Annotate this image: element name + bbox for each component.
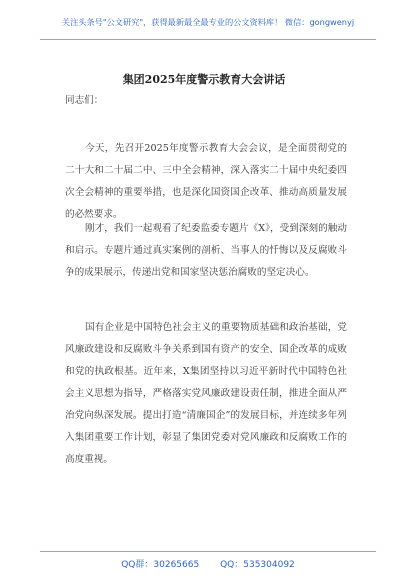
footer-qq: QQ：535304092 (220, 560, 295, 570)
footer (40, 557, 376, 570)
paragraph-1: 今天，先召开2025年度警示教育大会会议，是全面贯彻党的二十大和二十届二中、三中全会精神，深入落实二十届中央纪委四次全会精神的重要举措，也是深化国资国企改革、推动高质量发展的必然要求。 (65, 143, 347, 220)
footer-divider (40, 551, 376, 552)
header-divider (40, 39, 376, 40)
salutation: 同志们： (65, 95, 104, 106)
header-banner: 关注头条号"公文研究"，获得最新最全最专业的公文资料库！ 微信：gongwenyj (61, 17, 355, 27)
footer-qq-group: QQ群：30265665 (121, 560, 200, 570)
document-title: 集团2025年度警示教育大会讲话 (122, 73, 286, 86)
paragraph-2: 刚才，我们一起观看了纪委监委专题片《X》，受到深刻的触动和启示。专题片通过真实案例的剖析、当事人的忏悔以及反腐败斗争的成果展示，传递出党和国家坚决惩治腐败的坚定决心。 (65, 223, 347, 278)
paragraph-3: 国有企业是中国特色社会主义的重要物质基础和政治基础，党风廉政建设和反腐败斗争关系到国有资产的安全、国企改革的成败和党的执政根基。近年来，X集团坚持以习近平新时代中国特色社会主义思想为指导，严格落实党风廉政建设责任制，推进全面从严治党向纵深发展。提出打造“清廉国企”的发展目标，并连续多年列入集团重要工作计划，彰显了集团党委对党风廉政和反腐败工作的高度重视。 (65, 322, 347, 465)
